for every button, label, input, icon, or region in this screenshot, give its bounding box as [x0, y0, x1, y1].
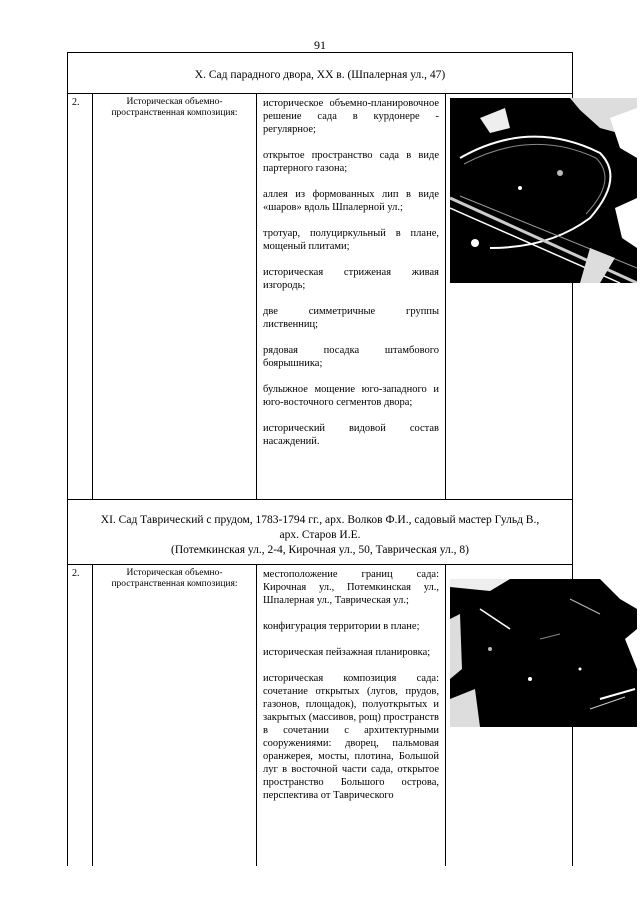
list-item: тротуар, полуциркульный в плане, мощеный плитами;: [263, 228, 439, 252]
section-1-title: X. Сад парадного двора, XX в. (Шпалерная ул., 47): [194, 69, 446, 81]
list-item: булыжное мощение юго-западного и юго-восточного сегментов двора;: [263, 384, 439, 408]
row-items: [257, 94, 446, 499]
section-2-title-line-2: арх. Старов И.Е.: [279, 529, 361, 541]
section-1-header: [67, 52, 573, 94]
list-item: историческая пейзажная планировка;: [263, 647, 431, 658]
row-number: 2.: [68, 94, 93, 499]
row-items: [257, 565, 446, 866]
section-2-title-line-3: (Потемкинская ул., 2-4, Кирочная ул., 50, Таврическая ул., 8): [171, 544, 469, 556]
list-item: две симметричные группы лиственниц;: [263, 306, 439, 330]
page-number: 91: [314, 38, 326, 52]
section-1-row: [67, 93, 573, 500]
row-category: Историческая объемно-пространственная композиция:: [93, 565, 257, 866]
photo-cell: [446, 94, 572, 499]
list-item: исторический видовой состав насаждений.: [263, 423, 439, 447]
list-item: рядовая посадка штамбового боярышника;: [263, 345, 439, 369]
garden-photo: [450, 579, 637, 727]
row-category: Историческая объемно-пространственная композиция:: [93, 94, 257, 499]
list-item: историческое объемно-планировочное решение сада в курдонере - регулярное;: [263, 98, 439, 135]
list-item: конфигурация территории в плане;: [263, 621, 420, 632]
list-item: местоположение границ сада: Кирочная ул., Потемкинская ул., Шпалерная ул., Таврическая ул.;: [263, 569, 439, 606]
photo-cell: [446, 565, 572, 866]
list-item: историческая композиция сада: сочетание открытых (лугов, прудов, газонов, площадок), полуоткрытых и закрытых (массивов, рощ) пространств в сочетании с архитектурными сооружениями: дворец, пальмовая оранжерея, мосты, плотина, Большой луг в восточной части сада, открытое пространство Большого острова, перспектива от Таврического: [263, 673, 439, 801]
list-item: историческая стриженая живая изгородь;: [263, 267, 439, 291]
garden-photo: [450, 98, 637, 283]
list-item: открытое пространство сада в виде партерного газона;: [263, 150, 439, 174]
list-item: аллея из формованных лип в виде «шаров» вдоль Шпалерной ул.;: [263, 189, 439, 213]
section-2-row: [67, 564, 573, 866]
row-number: 2.: [68, 565, 93, 866]
section-2-title-line-1: XI. Сад Таврический с прудом, 1783-1794 гг., арх. Волков Ф.И., садовый мастер Гульд В.,: [100, 514, 540, 526]
section-2-header: [67, 499, 573, 565]
